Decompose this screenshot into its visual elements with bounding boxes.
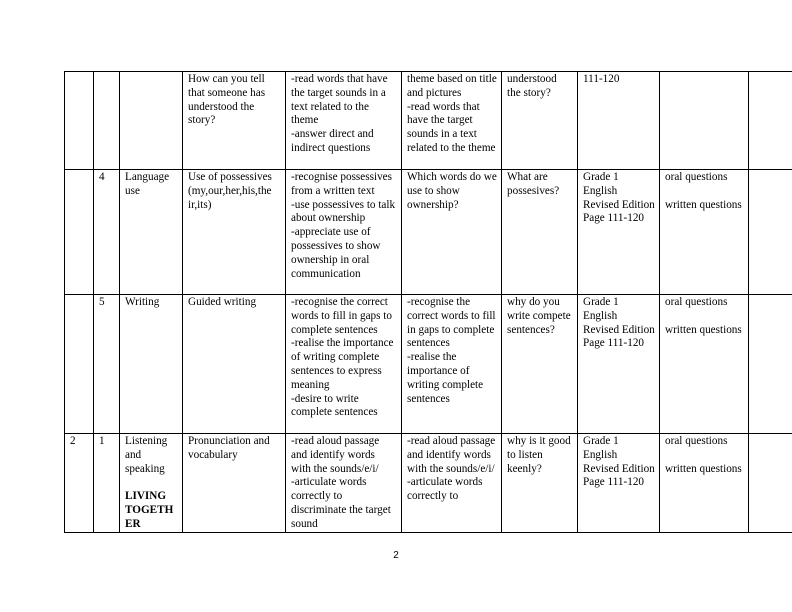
resources-cell: Grade 1 English Revised Edition Page 111-120 (578, 170, 660, 295)
page-number: 2 (393, 550, 399, 561)
learning-outcomes-cell: -read aloud passage and identify words with the sounds/e/i/ -articulate words correctly to discriminate the target sound (286, 434, 402, 533)
assessment-cell (660, 72, 749, 170)
week-cell (65, 170, 94, 295)
inquiry-question-cell: why is it good to listen keenly? (502, 434, 578, 533)
learning-outcomes-cell: -read words that have the target sounds in a text related to the theme -answer direct and indirect questions (286, 72, 402, 170)
remarks-cell (749, 434, 792, 533)
learning-experiences-cell: theme based on title and pictures -read words that have the target sounds in a text related to the theme (402, 72, 502, 170)
assessment-written: written questions (665, 323, 742, 336)
inquiry-question-cell: What are possesives? (502, 170, 578, 295)
remarks-cell (749, 170, 792, 295)
scheme-of-work-table (64, 71, 792, 533)
strand-cell (120, 434, 183, 533)
assessment-written: written questions (665, 462, 742, 475)
strand-cell: Writing (120, 295, 183, 434)
assessment-oral: oral questions (665, 435, 728, 447)
table-row (65, 170, 792, 295)
learning-experiences-cell: Which words do we use to show ownership? (402, 170, 502, 295)
lesson-cell: 4 (94, 170, 120, 295)
learning-experiences-cell: -recognise the correct words to fill in gaps to complete sentences -realise the importance of writing complete sentences (402, 295, 502, 434)
resources-cell: Grade 1 English Revised Edition Page 111-120 (578, 295, 660, 434)
strand-theme: LIVING TOGETH ER (125, 490, 174, 530)
learning-experiences-cell: -read aloud passage and identify words with the sounds/e/i/ -articulate words correctly to (402, 434, 502, 533)
week-cell (65, 72, 94, 170)
sub-strand-cell: How can you tell that someone has understood the story? (183, 72, 286, 170)
strand-cell: Language use (120, 170, 183, 295)
table-row (65, 295, 792, 434)
table-row (65, 434, 792, 533)
remarks-cell (749, 295, 792, 434)
remarks-cell (749, 72, 792, 170)
learning-outcomes-cell: -recognise possessives from a written text -use possessives to talk about ownership -appreciate use of possessives to show ownership in oral communication (286, 170, 402, 295)
lesson-cell: 1 (94, 434, 120, 533)
resources-cell: 111-120 (578, 72, 660, 170)
assessment-cell (660, 434, 749, 533)
inquiry-question-cell: understood the story? (502, 72, 578, 170)
strand-name: Listening and speaking (125, 435, 168, 475)
table-row (65, 72, 792, 170)
strand-cell (120, 72, 183, 170)
assessment-written: written questions (665, 198, 742, 211)
sub-strand-cell: Guided writing (183, 295, 286, 434)
assessment-cell (660, 295, 749, 434)
assessment-oral: oral questions (665, 171, 728, 183)
lesson-cell: 5 (94, 295, 120, 434)
sub-strand-cell: Pronunciation and vocabulary (183, 434, 286, 533)
learning-outcomes-cell: -recognise the correct words to fill in gaps to complete sentences -realise the importance of writing complete sentences to express meaning -desire to write complete sentences (286, 295, 402, 434)
assessment-cell (660, 170, 749, 295)
assessment-oral: oral questions (665, 296, 728, 308)
week-cell: 2 (65, 434, 94, 533)
week-cell (65, 295, 94, 434)
sub-strand-cell: Use of possessives (my,our,her,his,the ir,its) (183, 170, 286, 295)
lesson-cell (94, 72, 120, 170)
inquiry-question-cell: why do you write compete sentences? (502, 295, 578, 434)
resources-cell: Grade 1 English Revised Edition Page 111-120 (578, 434, 660, 533)
